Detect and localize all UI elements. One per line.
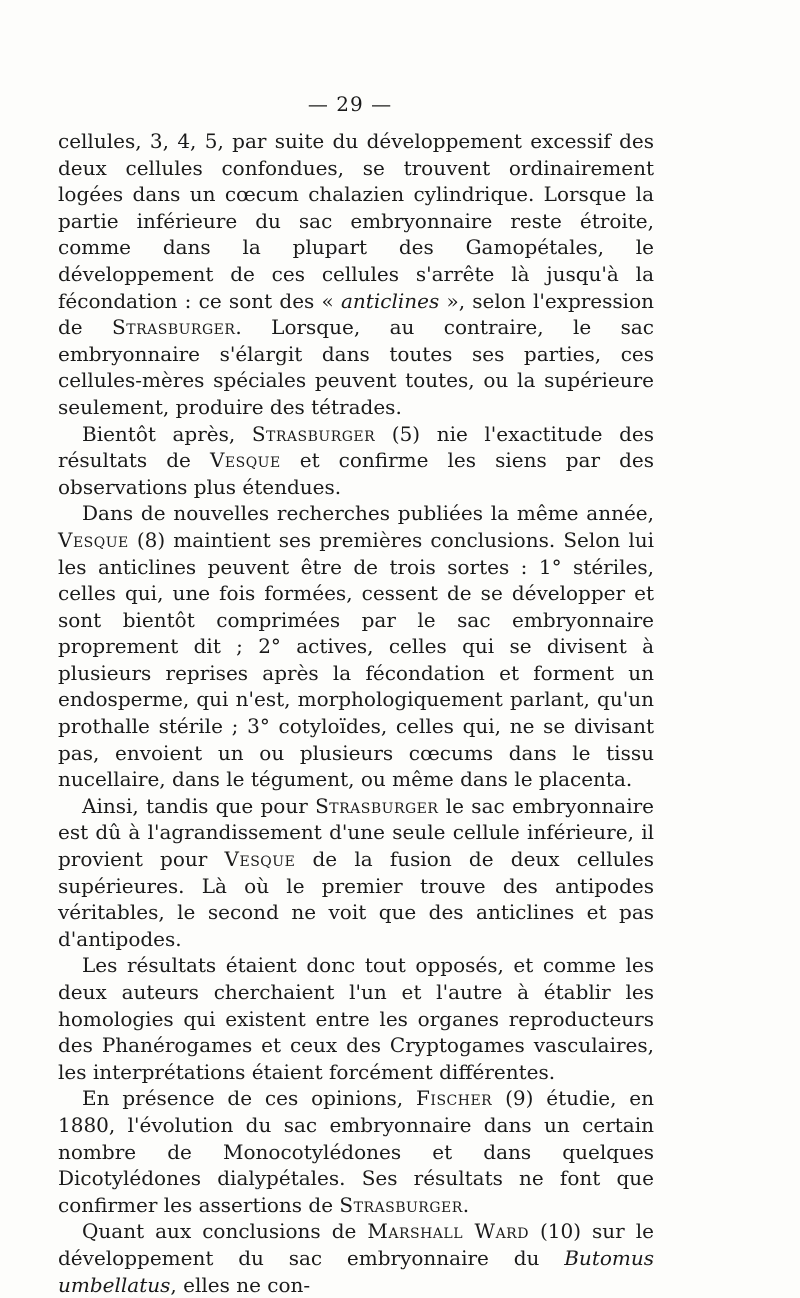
text-run: , elles ne con- (170, 1272, 311, 1297)
paragraph-2 (58, 421, 654, 501)
text-run: En présence de ces opinions, (82, 1086, 417, 1111)
page-number: — 29 — (307, 92, 393, 116)
text-run: Quant aux conclusions de (82, 1219, 368, 1244)
text-run: », selon l'expression de (58, 288, 654, 340)
paragraph-6 (58, 1085, 654, 1218)
term-anticlines: anticlines (341, 288, 440, 313)
author-name: Vesque (209, 448, 281, 473)
author-name: Strasburger (251, 421, 376, 446)
text-run: . Lorsque, au contraire, le sac embryonnaire s'élargit dans toutes ses parties, ces cellules-mères spéciales peuvent toutes, ou la supérieure seulement, produire des tétrades. (58, 315, 655, 419)
text-run: Dans de nouvelles recherches publiées la même année, (82, 501, 654, 526)
text-run: (10) sur le développement du sac embryonnaire du (58, 1219, 654, 1270)
text-run: Ainsi, tandis que pour (82, 793, 316, 818)
author-name: Fischer (416, 1086, 493, 1111)
author-name: Strasburger (112, 315, 236, 340)
text-run: Bientôt après, (82, 421, 252, 446)
text-run: cellules, 3, 4, 5, par suite du développement excessif des deux cellules confondues, se trouvent ordinairement logées dans un cœcum chalazien cylindrique. Lorsque la partie inférieure du sac embryonnaire reste étroite, comme dans la plupart des Gamopétales, le développement de ces cellules s'arrête là jusqu'à la fécondation : ce sont des « (58, 129, 654, 313)
paragraph-1 (58, 128, 654, 421)
paragraph-3 (58, 500, 654, 793)
paragraph-4 (58, 793, 654, 953)
text-run: (9) étudie, en 1880, l'évolution du sac embryonnaire dans un certain nombre de Monocotylédones et dans quelques Dicotylédones dialypétales. Ses résultats ne font que confirmer les assertions de (58, 1086, 655, 1217)
text-run: . (462, 1192, 470, 1217)
text-run: le sac embryonnaire est dû à l'agrandissement d'une seule cellule inférieure, il provient pour (58, 793, 654, 872)
author-name: Strasburger (339, 1192, 463, 1217)
author-name: Vesque (224, 847, 296, 872)
text-run: Les résultats étaient donc tout opposés, et comme les deux auteurs cherchaient l'un et l'autre à établir les homologies qui existent entre les organes reproducteurs des Phanérogames et ceux des Cryptogames vasculaires, les interprétations étaient forcément différentes. (58, 953, 654, 1084)
body-text (58, 128, 654, 1298)
species-name: Butomus umbellatus (58, 1245, 654, 1297)
paragraph-7 (58, 1218, 654, 1298)
author-name: Strasburger (315, 793, 439, 818)
text-run: et confirme les siens par des observations plus étendues. (58, 448, 654, 499)
author-name: Marshall Ward (367, 1219, 529, 1244)
text-run: de la fusion de deux cellules supérieures. Là où le premier trouve des antipodes véritables, le second ne voit que des anticlines et pas d'antipodes. (58, 847, 654, 951)
author-name: Vesque (58, 527, 129, 552)
paragraph-5 (58, 952, 654, 1085)
text-run: (5) nie l'exactitude des résultats de (58, 421, 654, 473)
text-run: (8) maintient ses premières conclusions. Selon lui les anticlines peuvent être de trois sortes : 1° stériles, celles qui, une fois formées, cessent de se développer et sont bientôt comprimées par le sac embryonnaire proprement dit ; 2° actives, celles qui se divisent à plusieurs reprises après la fécondation et forment un endosperme, qui n'est, morphologiquement parlant, qu'un prothalle stérile ; 3° cotyloïdes, celles qui, ne se divisant pas, envoient un ou plusieurs cœcums dans le tissu nucellaire, dans le tégument, ou même dans le placenta. (58, 527, 654, 792)
